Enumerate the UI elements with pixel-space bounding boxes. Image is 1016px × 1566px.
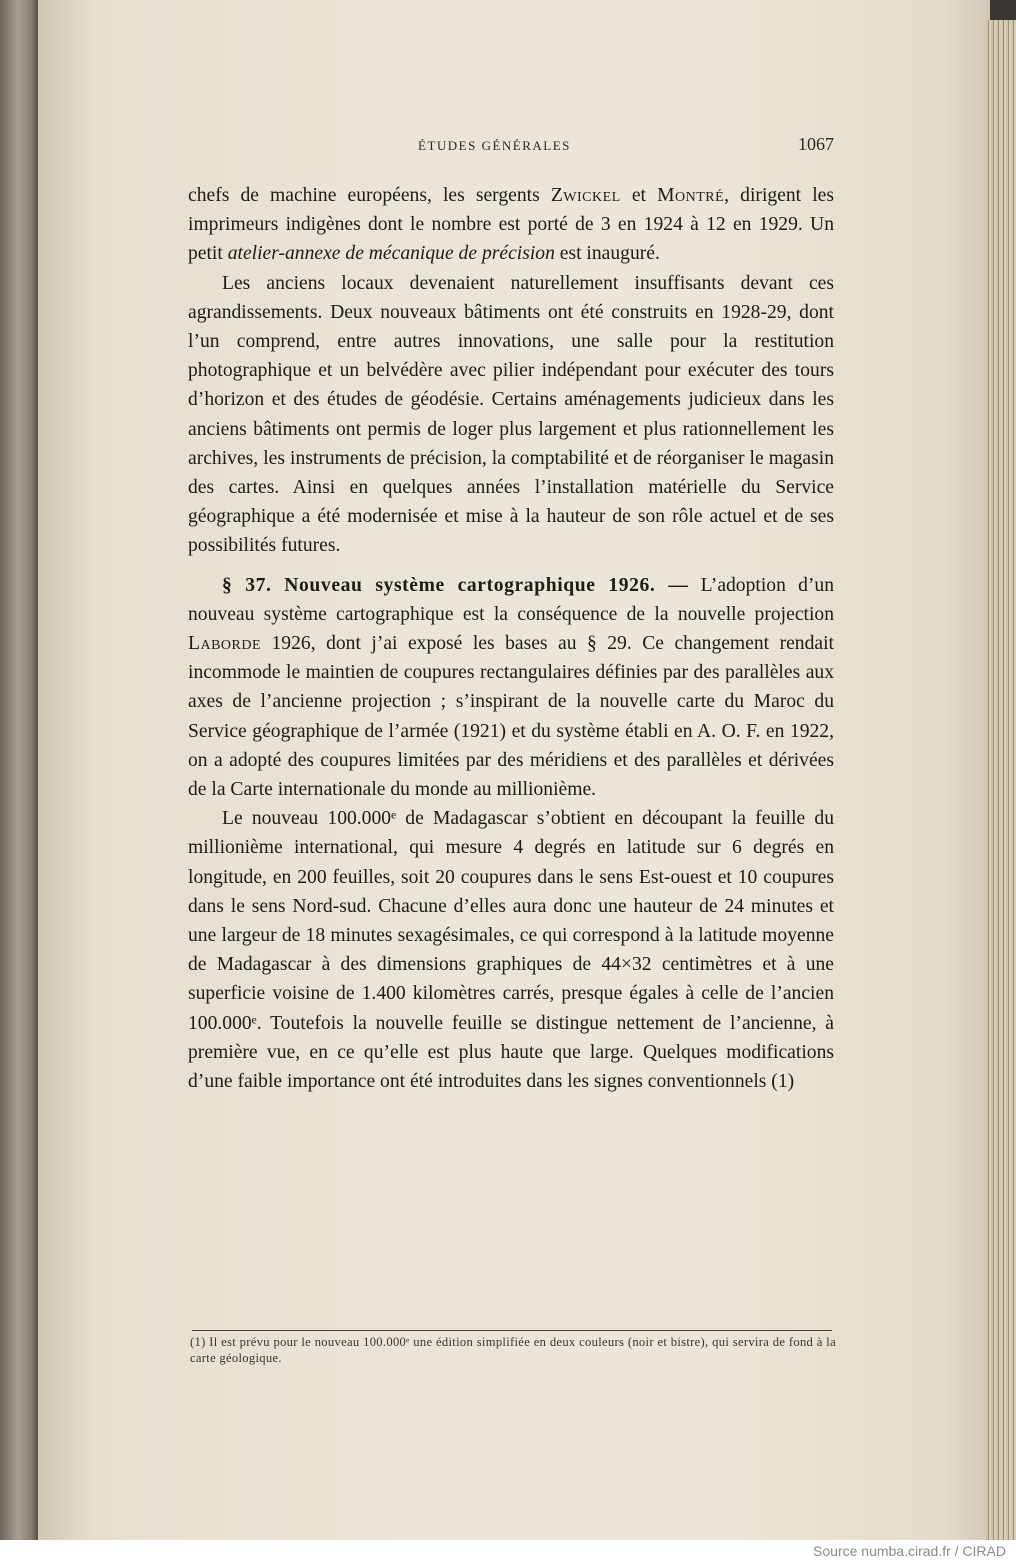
paragraph-1-text-d: est inauguré. bbox=[554, 243, 660, 265]
footnote-divider bbox=[192, 1330, 832, 1331]
person-name-montre: Montré bbox=[657, 185, 725, 206]
running-header bbox=[188, 136, 834, 160]
paragraph-2: Les anciens locaux devenaient naturellement insuffisants devant ces agrandissements. Deux nouveaux bâtiments ont été construits en 1928-29, dont l’un comprend, entre autres innovations, une salle pour la restitution photographique et un belvédère avec pilier indépendant pour exécuter des tours d’horizon et des études de géodésie. Certains aménagements judicieux dans les anciens bâtiments ont permis de loger plus largement et plus rationnellement les archives, les instruments de précision, la comptabilité et de réorganiser le magasin des cartes. Ainsi en quelques années l’installation matérielle du Service géographique a été modernisée et mise à la hauteur de son rôle actuel et de ses possibilités futures. bbox=[188, 272, 834, 557]
person-name-laborde: Laborde bbox=[188, 633, 262, 655]
paragraph-1-text-a: chefs de machine européens, les sergents bbox=[188, 185, 551, 206]
running-title: ÉTUDES GÉNÉRALES bbox=[418, 138, 571, 153]
facing-page-edge bbox=[0, 0, 40, 1540]
page-number: 1067 bbox=[798, 134, 834, 154]
paragraph-1 bbox=[188, 181, 834, 269]
person-name-zwickel: Zwickel bbox=[550, 185, 621, 206]
paragraph-4: Le nouveau 100.000ᵉ de Madagascar s’obtient en découpant la feuille du millionième international, qui mesure 4 degrés en latitude sur 6 degrés en longitude, en 200 feuilles, soit 20 coupures dans le sens Est-ouest et 10 coupures dans le sens Nord-sud. Chacune d’elles aura donc une hauteur de 24 minutes et une largeur de 18 minutes sexagésimales, ce qui correspond à la latitude moyenne de Madagascar à des dimensions graphiques de 44×32 centimètres et à une superficie voisine de 1.400 kilomètres carrés, presque égales à celle de l’ancien 100.000ᵉ. Toutefois la nouvelle feuille se distingue nettement de l’ancienne, à première vue, en ce qu’elle est plus haute que large. Quelques modifications d’une faible importance ont été introduites dans les signes conventionnels (1) bbox=[188, 808, 834, 1093]
body-text bbox=[188, 181, 834, 1096]
source-credit: Source numba.cirad.fr / CIRAD bbox=[813, 1543, 1006, 1559]
footnotes bbox=[190, 1334, 836, 1366]
page-edge-stack bbox=[986, 20, 1016, 1540]
paragraph-1-text-c: , dirigent les imprimeurs indigènes dont le nombre est porté de 3 en 1924 à 12 en 1929. Un petit bbox=[188, 185, 834, 265]
paragraph-1-text-b: et bbox=[620, 185, 658, 206]
section-heading: § 37. Nouveau système cartographique 1926. — bbox=[222, 574, 689, 596]
paragraph-3-text-a: L’adoption d’un nouveau système cartographique est la conséquence de la nouvelle projection bbox=[188, 574, 834, 625]
italic-term: atelier-annexe de mécanique de précision bbox=[227, 243, 555, 265]
paragraph-3 bbox=[188, 571, 834, 805]
footnote-1: (1) Il est prévu pour le nouveau 100.000ᵉ une édition simplifiée en deux couleurs (noir et bistre), qui servira de fond à la carte géologique. bbox=[190, 1335, 836, 1365]
paragraph-3-text-b: 1926, dont j’ai exposé les bases au § 29. Ce changement rendait incommode le maintien de coupures rectangulaires définies par des parallèles aux axes de l’ancienne projection ; s’inspirant de la nouvelle carte du Maroc du Service géographique de l’armée (1921) et du système établi en A. O. F. en 1922, on a adopté des coupures limitées par des méridiens et des parallèles et dérivées de la Carte internationale du monde au millionième. bbox=[188, 633, 834, 801]
